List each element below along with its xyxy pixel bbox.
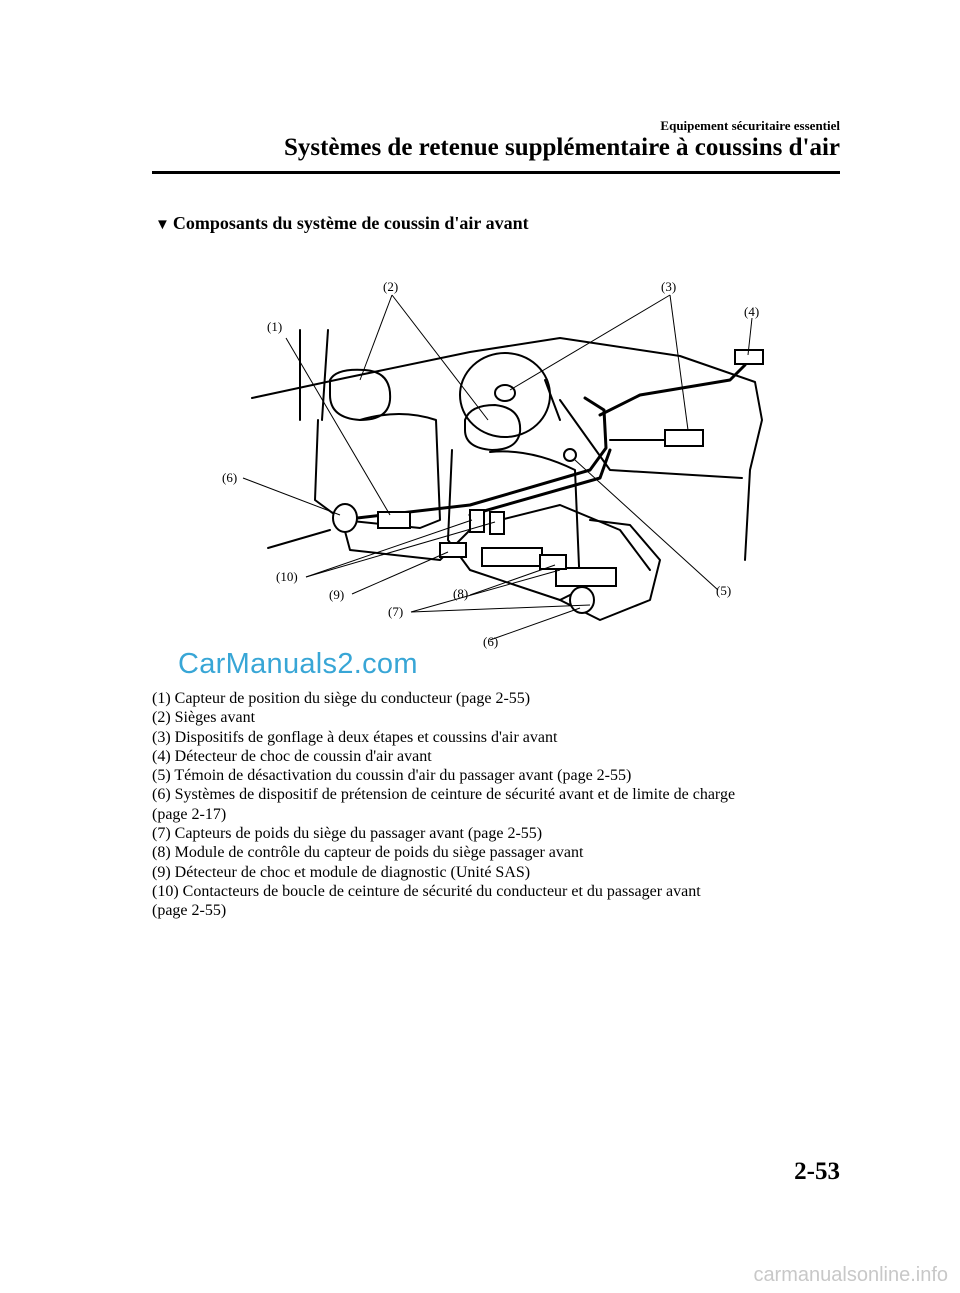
legend-item: (5) Témoin de désactivation du coussin d'air du passager avant (page 2-55) [152, 767, 632, 785]
passenger-headrest [465, 405, 520, 450]
steering-wheel [460, 353, 550, 437]
legend-item: (page 2-17) [152, 805, 227, 823]
sas-unit-box [440, 543, 466, 557]
legend-item: (2) Sièges avant [152, 709, 256, 727]
deactivation-indicator [564, 449, 576, 461]
driver-headrest [330, 370, 390, 420]
site-watermark: CarManuals2.com [178, 648, 418, 680]
callout-6-bottom: (6) [483, 634, 499, 649]
legend-item: (3) Dispositifs de gonflage à deux étapes et coussins d'air avant [152, 728, 558, 746]
legend-item: (9) Détecteur de choc et module de diagnostic (Unité SAS) [152, 863, 531, 881]
pretensioner-right [570, 587, 594, 613]
wiring-harness-2 [470, 450, 610, 515]
footer-watermark: carmanualsonline.info [753, 1264, 948, 1286]
callout-10: (10) [276, 569, 298, 584]
chapter-subtitle: Equipement sécuritaire essentiel [660, 118, 840, 133]
callout-2: (2) [383, 279, 399, 294]
chapter-title: Systèmes de retenue supplémentaire à coussins d'air [283, 134, 840, 161]
callout-3: (3) [661, 279, 677, 294]
callout-6-left: (6) [222, 470, 238, 485]
legend-item: (4) Détecteur de choc de coussin d'air avant [152, 747, 432, 765]
a-pillar [300, 330, 328, 420]
dashboard-outline [252, 338, 762, 560]
steering-column [545, 380, 560, 420]
triangle-marker-icon: ▼ [155, 217, 170, 233]
passenger-inflator-box [665, 430, 703, 446]
callout-1: (1) [267, 319, 283, 334]
callout-5: (5) [716, 583, 732, 598]
wiring-to-sensor [600, 365, 745, 415]
component-legend [152, 689, 842, 921]
page-number: 2-53 [794, 1158, 840, 1185]
weight-sensor-control-module [540, 555, 566, 569]
legend-item: (7) Capteurs de poids du siège du passager avant (page 2-55) [152, 825, 543, 843]
legend-item: (10) Contacteurs de boucle de ceinture de sécurité du conducteur et du passager avant [152, 882, 701, 900]
legend-item: (page 2-55) [152, 902, 227, 920]
callout-4: (4) [744, 304, 760, 319]
legend-item: (8) Module de contrôle du capteur de poids du siège passager avant [152, 844, 584, 862]
weight-sensor-2 [556, 568, 616, 586]
callout-8: (8) [453, 586, 469, 601]
floor-line [268, 530, 330, 548]
crash-sensor-box [735, 350, 763, 364]
callout-7: (7) [388, 604, 404, 619]
pretensioner-left [333, 504, 357, 532]
section-heading-text: Composants du système de coussin d'air avant [172, 213, 529, 233]
steering-hub [495, 385, 515, 401]
legend-item: (6) Systèmes de dispositif de prétension de ceinture de sécurité avant et de limite de charge [152, 786, 736, 804]
weight-sensor-1 [482, 548, 542, 566]
driver-seat-position-sensor [378, 512, 410, 528]
callout-9: (9) [329, 587, 345, 602]
legend-item: (1) Capteur de position du siège du conducteur (page 2-55) [152, 690, 531, 707]
